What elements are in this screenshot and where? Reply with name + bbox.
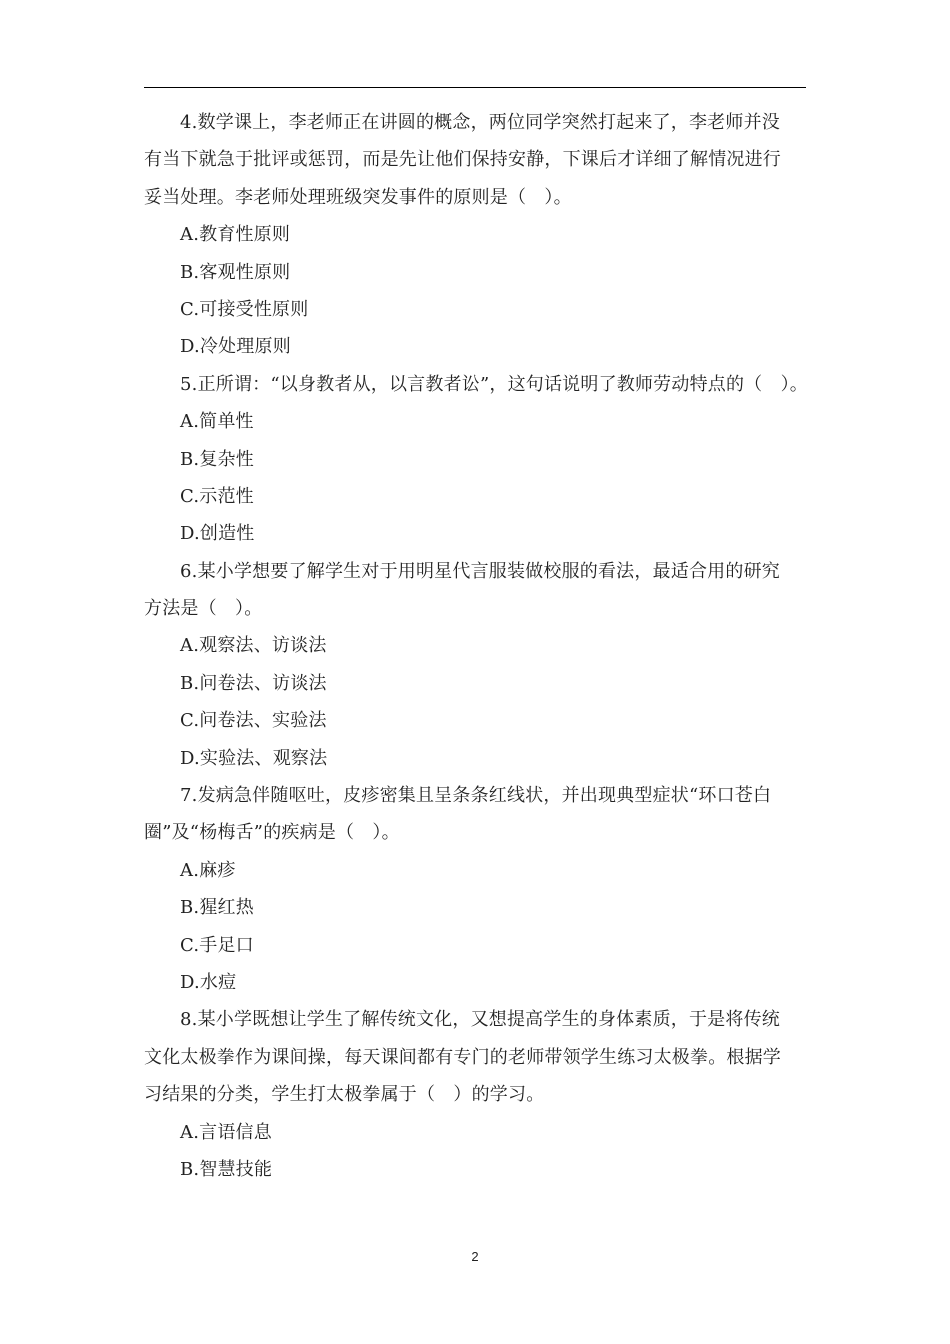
question-4-option-c: C.可接受性原则	[180, 298, 309, 320]
question-7-line-2: 圈”及“杨梅舌”的疾病是（ ）。	[144, 822, 400, 844]
question-4-line-2: 有当下就急于批评或惩罚，而是先让他们保持安静，下课后才详细了解情况进行	[144, 149, 781, 171]
question-5-option-d: D.创造性	[180, 523, 255, 545]
question-4-line-3: 妥当处理。李老师处理班级突发事件的原则是（ ）。	[144, 186, 572, 208]
question-5-option-c: C.示范性	[180, 485, 254, 507]
question-4-option-b: B.客观性原则	[180, 261, 291, 283]
question-5-option-a: A.简单性	[180, 411, 254, 433]
question-7-option-b: B.猩红热	[180, 897, 254, 919]
question-6-option-b: B.问卷法、访谈法	[180, 672, 327, 694]
question-6-line-1: 6.某小学想要了解学生对于用明星代言服装做校服的看法，最适合用的研究	[180, 560, 780, 582]
question-4-option-a: A.教育性原则	[180, 224, 291, 246]
question-6-line-2: 方法是（ ）。	[144, 598, 263, 620]
question-6-option-c: C.问卷法、实验法	[180, 710, 327, 732]
question-4-line-1: 4.数学课上，李老师正在讲圆的概念，两位同学突然打起来了，李老师并没	[180, 112, 780, 133]
question-8-line-3: 习结果的分类，学生打太极拳属于（ ）的学习。	[144, 1084, 545, 1106]
question-7-option-d: D.水痘	[180, 971, 237, 993]
question-8-option-b: B.智慧技能	[180, 1158, 273, 1180]
question-8-line-1: 8.某小学既想让学生了解传统文化，又想提高学生的身体素质，于是将传统	[180, 1009, 780, 1031]
question-4-option-d: D.冷处理原则	[180, 336, 291, 358]
question-7-option-a: A.麻疹	[180, 859, 236, 881]
question-7-line-1: 7.发病急伴随呕吐，皮疹密集且呈条条红线状，并出现典型症状“环口苍白	[180, 785, 772, 807]
question-5-option-b: B.复杂性	[180, 448, 254, 470]
page-number: 2	[471, 1249, 479, 1264]
question-6-option-a: A.观察法、访谈法	[180, 635, 327, 657]
question-8-option-a: A.言语信息	[180, 1121, 272, 1143]
document-body	[144, 104, 806, 1188]
question-5-line-1: 5.正所谓：“以身教者从，以言教者讼”，这句话说明了教师劳动特点的（ ）。	[180, 373, 808, 395]
question-7-option-c: C.手足口	[180, 934, 254, 956]
header-rule	[144, 87, 806, 88]
question-8-line-2: 文化太极拳作为课间操，每天课间都有专门的老师带领学生练习太极拳。根据学	[144, 1046, 781, 1068]
question-6-option-d: D.实验法、观察法	[180, 747, 328, 769]
